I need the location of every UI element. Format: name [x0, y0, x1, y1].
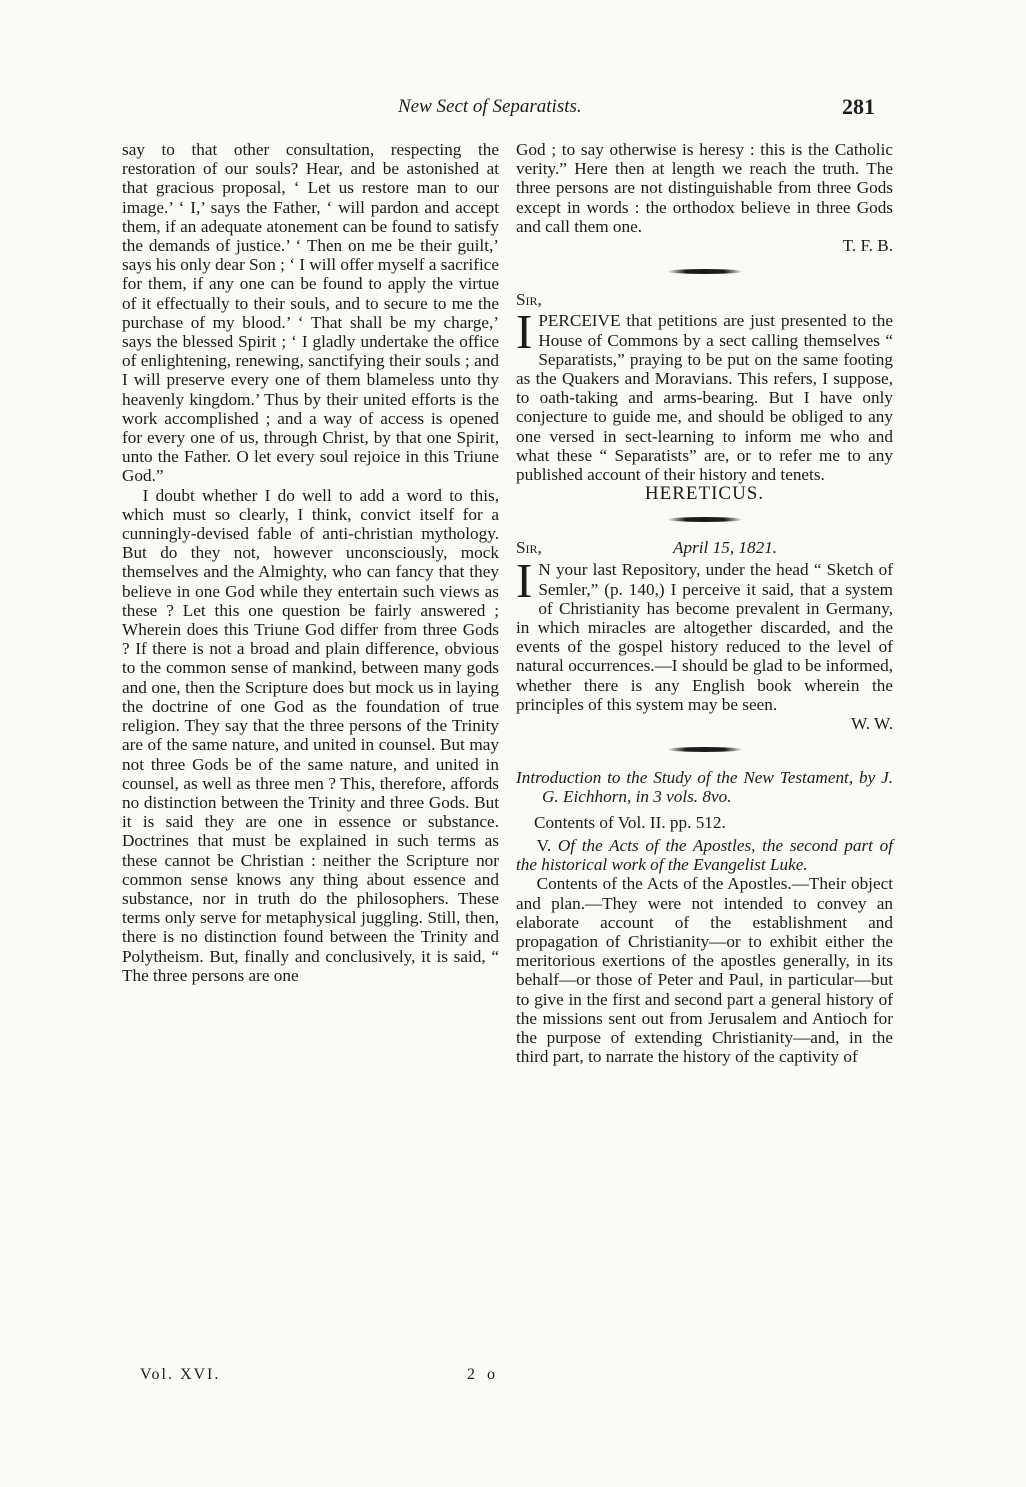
continuation-signature: T. F. B.	[842, 236, 893, 256]
right-column	[516, 140, 893, 1066]
letter-body: N your last Repository, under the head “ Sketch of Semler,” (p. 140,) I perceive it said, that a system of Christianity has become prevalent in Germany, in which miracles are altogether discarded, and the events of the gospel history reduced to the level of natural occurrences.—I should be glad to be informed, whether there is any English book wherein the principles of this system may be seen.	[516, 560, 893, 714]
left-paragraph-2: I doubt whether I do well to add a word to this, which must so clearly, I think, convict itself for a cunningly-devised fable of anti-christian mythology. But do they not, however unconsciously, mock themselves and the Almighty, who can fancy that they believe in one God while they entertain such views as these ? Let this one question be fairly answered ; Wherein does this Triune God differ from three Gods ? If there is not a broad and plain difference, obvious to the common sense of mankind, between many gods and one, then the Scripture does but mock us in laying the doctrine of one God as the foundation of true religion. They say that the three persons of the Trinity are of the same nature, and united in counsel. But may not three Gods be of the same nature, and united in counsel, as well as three men ? This, therefore, affords no distinction between the Trinity and three Gods. But it is said they are one in essence or substance. Doctrines that must be explained in such terms as these cannot be Christian : neither the Scripture nor common sense knows any thing about essence and substance, nor in truth do the philosophers. These terms only serve for metaphysical juggling. Still, then, there is no distinction found between the Trinity and Polytheism. But, finally and conclusively, it is said, “ The three persons are one	[122, 485, 499, 985]
page-footer	[122, 1366, 499, 1390]
contents-heading: Contents of Vol. II. pp. 512.	[534, 812, 726, 832]
review-body: Contents of the Acts of the Apostles.—Their object and plan.—They were not intended to convey an elaborate account of the establishment and propagation of Christianity—or to exhibit either the meritorious exertions of the apostles generally, in its behalf—or those of Peter and Paul, in particular—but to give in the first and second part a general history of the missions sent out from Jerusalem and Antioch for the purpose of extending Christianity—and, in the third part, to narrate the history of the captivity of	[516, 874, 893, 1067]
continuation-paragraph: God ; to say otherwise is heresy : this is the Catholic verity.” Here then at length we reach the truth. The three persons are not distinguishable from three Gods except in words : the orthodox believe in three Gods and call them one.	[516, 140, 893, 236]
letter-date: April 15, 1821.	[673, 538, 778, 558]
drop-cap: I	[516, 304, 533, 360]
signature-mark: 2 o	[467, 1366, 499, 1383]
letter-body: PERCEIVE that petitions are just presented to the House of Commons by a sect calling themselves “ Separatists,” praying to be put on the same footing as the Quakers and Moravians. This refers, I suppose, to oath-taking and arms-bearing. But I have only conjecture to guide me, and should be obliged to any one versed in sect-learning to inform me who and what these “ Separatists” are, or to refer me to any published account of their history and tenets.	[516, 311, 893, 485]
section-title: Of the Acts of the Apostles, the second part of the historical work of the Evangelist Luke.	[516, 835, 894, 875]
section-number: V.	[536, 835, 552, 855]
book-review	[516, 768, 893, 1066]
page-number: 281	[842, 94, 875, 119]
page-header	[0, 96, 1026, 126]
left-paragraph-1: say to that other consultation, respecting the restoration of our souls? Hear, and be astonished at that gracious proposal, ‘ Let us restore man to our image.’ ‘ I,’ says the Father, ‘ will pardon and accept them, if an adequate atonement can be found to satisfy the demands of justice.’ ‘ Then on me be their guilt,’ says his only dear Son ; ‘ I will offer myself a sacrifice for them, if any one can be found to apply the virtue of it effectually to their souls, and to secure to me the purchase of my blood.’ ‘ That shall be my charge,’ says the blessed Spirit ; ‘ I gladly undertake the office of enlightening, renewing, sanctifying their souls ; and I will preserve every one of them blameless unto thy heavenly kingdom.’ Thus by their united efforts is the work accomplished ; and a way of access is opened for every one of us, through Christ, by that one Spirit, unto the Father. O let every soul rejoice in this Triune God.”	[122, 140, 499, 486]
letter-salutation: Sir,	[516, 538, 542, 558]
section-divider	[667, 517, 743, 522]
section-heading	[516, 836, 893, 874]
volume-number: Vol. XVI.	[140, 1366, 221, 1383]
letter-signature: W. W.	[851, 714, 893, 734]
letter-salutation: Sir,	[516, 290, 542, 310]
left-column	[122, 140, 499, 985]
book-title: Introduction to the Study of the New Testament, by J. G. Eichhorn, in 3 vols. 8vo.	[516, 768, 893, 807]
section-divider	[667, 269, 743, 274]
letter-ww	[516, 538, 893, 733]
drop-cap: I	[516, 553, 533, 609]
running-head: New Sect of Separatists.	[398, 96, 582, 117]
section-divider	[667, 747, 743, 752]
letter-heretic	[516, 290, 893, 503]
letter-signature: HERETICUS.	[644, 483, 765, 505]
